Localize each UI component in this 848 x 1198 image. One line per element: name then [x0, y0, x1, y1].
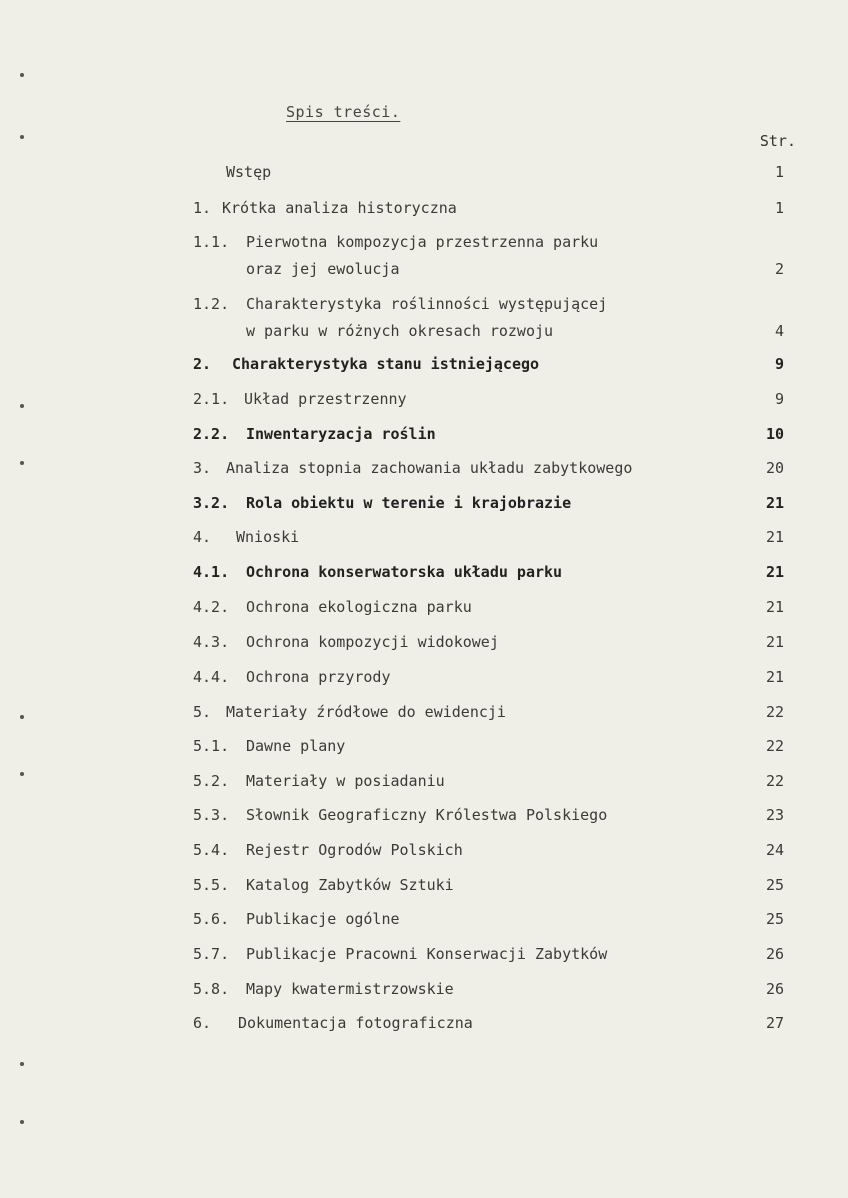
toc-entry	[0, 594, 848, 624]
toc-entry-page: 25	[765, 876, 784, 894]
toc-entry	[0, 291, 848, 349]
toc-entry-page: 20	[765, 459, 784, 477]
toc-entry-number: 4.3.	[193, 633, 230, 651]
toc-entry-page: 4	[774, 322, 784, 340]
toc-entry-number: 5.	[193, 703, 212, 721]
toc-entry-page: 22	[765, 737, 784, 755]
toc-entry-title: Dawne plany	[246, 737, 346, 755]
toc-entry-title: Inwentaryzacja roślin	[246, 425, 436, 443]
toc-entry-number: 4.4.	[193, 668, 230, 686]
toc-entry	[0, 524, 848, 554]
toc-entry-title: Rola obiektu w terenie i krajobrazie	[246, 494, 572, 512]
toc-entry-page: 21	[765, 633, 784, 651]
toc-entry	[0, 976, 848, 1006]
toc-entry-title: Charakterystyka stanu istniejącego	[232, 355, 540, 373]
toc-entry-title: Materiały źródłowe do ewidencji	[226, 703, 506, 721]
toc-entry-page: 21	[765, 598, 784, 616]
toc-entry-number: 5.7.	[193, 945, 230, 963]
toc-entry-number: 5.1.	[193, 737, 230, 755]
toc-entry	[0, 906, 848, 936]
toc-entry-title: Katalog Zabytków Sztuki	[246, 876, 454, 894]
toc-entry-title-continued: w parku w różnych okresach rozwoju	[246, 322, 554, 340]
toc-entry-number: 6.	[193, 1014, 212, 1032]
toc-entry	[0, 664, 848, 694]
toc-entry-page: 25	[765, 910, 784, 928]
toc-entry-number: 1.	[193, 199, 212, 217]
toc-entry-number: 4.	[193, 528, 212, 546]
toc-entry-number: 5.4.	[193, 841, 230, 859]
toc-entry-page: 9	[774, 390, 784, 408]
toc-entry-page: 21	[765, 563, 784, 581]
toc-entry	[0, 629, 848, 659]
toc-entry-number: 5.3.	[193, 806, 230, 824]
toc-entry-title: Ochrona konserwatorska układu parku	[246, 563, 563, 581]
toc-entry	[0, 768, 848, 798]
toc-entry-number: 1.2.	[193, 295, 230, 313]
punch-mark	[20, 715, 24, 719]
toc-entry-title: Wstęp	[226, 163, 272, 181]
page-title: Spis treści.	[286, 103, 401, 121]
toc-entry-title: Dokumentacja fotograficzna	[238, 1014, 473, 1032]
toc-entry-number: 2.	[193, 355, 212, 373]
toc-entry-page: 1	[774, 163, 784, 181]
toc-entry-number: 3.2.	[193, 494, 230, 512]
toc-entry-page: 21	[765, 668, 784, 686]
toc-entry-title: Układ przestrzenny	[244, 390, 407, 408]
toc-entry-page: 22	[765, 772, 784, 790]
toc-entry-title: Ochrona kompozycji widokowej	[246, 633, 499, 651]
toc-entry	[0, 699, 848, 729]
toc-entry-page: 26	[765, 980, 784, 998]
toc-entry-number: 1.1.	[193, 233, 230, 251]
toc-entry	[0, 837, 848, 867]
toc-entry-number: 5.6.	[193, 910, 230, 928]
toc-entry-title: Wnioski	[236, 528, 300, 546]
toc-entry-page: 27	[765, 1014, 784, 1032]
toc-entry-number: 5.2.	[193, 772, 230, 790]
toc-entry	[0, 941, 848, 971]
toc-entry	[0, 195, 848, 225]
toc-entry-title: Ochrona ekologiczna parku	[246, 598, 472, 616]
toc-entry-title-continued: oraz jej ewolucja	[246, 260, 400, 278]
toc-entry-page: 24	[765, 841, 784, 859]
toc-entry-title: Ochrona przyrody	[246, 668, 391, 686]
toc-entry-page: 22	[765, 703, 784, 721]
toc-entry	[0, 455, 848, 485]
toc-entry-title: Materiały w posiadaniu	[246, 772, 445, 790]
toc-entry	[0, 159, 848, 189]
punch-mark	[20, 135, 24, 139]
toc-entry	[0, 490, 848, 520]
toc-entry	[0, 386, 848, 416]
punch-mark	[20, 461, 24, 465]
punch-mark	[20, 404, 24, 408]
toc-entry-title: Analiza stopnia zachowania układu zabytkowego	[226, 459, 633, 477]
toc-entry-number: 4.2.	[193, 598, 230, 616]
toc-entry	[0, 872, 848, 902]
toc-entry-page: 21	[765, 528, 784, 546]
toc-entry-number: 5.8.	[193, 980, 230, 998]
toc-entry-title: Słownik Geograficzny Królestwa Polskiego	[246, 806, 608, 824]
toc-entry-title: Krótka analiza historyczna	[222, 199, 457, 217]
toc-entry-page: 10	[765, 425, 784, 443]
punch-mark	[20, 73, 24, 77]
toc-entry-page: 23	[765, 806, 784, 824]
toc-entry-number: 2.1.	[193, 390, 230, 408]
toc-entry-page: 26	[765, 945, 784, 963]
page-column-label: Str.	[759, 132, 796, 150]
toc-entry-number: 3.	[193, 459, 212, 477]
toc-entry	[0, 421, 848, 451]
toc-entry-title: Rejestr Ogrodów Polskich	[246, 841, 463, 859]
toc-entry	[0, 802, 848, 832]
toc-entry-title: Publikacje ogólne	[246, 910, 400, 928]
toc-entry-number: 4.1.	[193, 563, 230, 581]
punch-mark	[20, 1120, 24, 1124]
toc-entry-page: 9	[774, 355, 784, 373]
toc-entry	[0, 733, 848, 763]
toc-entry	[0, 351, 848, 381]
toc-entry-page: 21	[765, 494, 784, 512]
toc-entry-title: Mapy kwatermistrzowskie	[246, 980, 454, 998]
toc-entry-number: 2.2.	[193, 425, 230, 443]
punch-mark	[20, 1062, 24, 1066]
toc-entry-page: 2	[774, 260, 784, 278]
toc-entry-title: Pierwotna kompozycja przestrzenna parku	[246, 233, 599, 251]
toc-entry-number: 5.5.	[193, 876, 230, 894]
toc-entry-page: 1	[774, 199, 784, 217]
toc-entry	[0, 1010, 848, 1040]
toc-entry-title: Charakterystyka roślinności występującej	[246, 295, 608, 313]
toc-entry-title: Publikacje Pracowni Konserwacji Zabytków	[246, 945, 608, 963]
toc-entry	[0, 559, 848, 589]
toc-entry	[0, 229, 848, 287]
punch-mark	[20, 772, 24, 776]
